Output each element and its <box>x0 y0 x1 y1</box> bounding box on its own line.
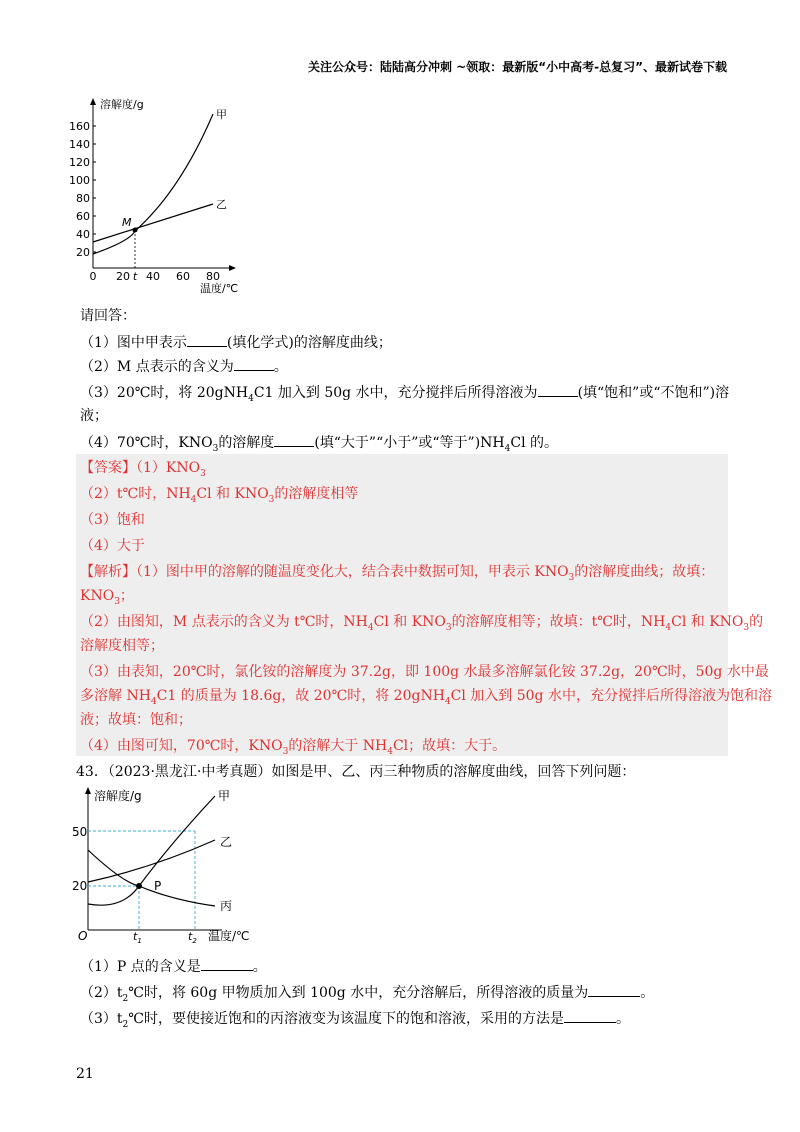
point-p <box>136 883 142 889</box>
answer-blank[interactable] <box>564 1008 616 1023</box>
y-tick: 40 <box>76 228 90 241</box>
y-axis-arrow <box>90 98 96 105</box>
answer-2: （2）t℃时，$NH_4Cl$ 和 $KNO_3$的溶解度相等 <box>80 486 359 505</box>
q43-item-1: （1）P 点的含义是 。 <box>80 956 267 977</box>
explanation-3: （3）由表知，20℃时，氯化铵的溶解度为 37.2g，即 100g 水最多溶解氯化铵 37.2g，20℃时，50g 水中最 <box>80 664 769 680</box>
series-yi-label: 乙 <box>220 835 233 849</box>
solubility-chart-2 <box>72 782 272 946</box>
explanation-3-end: 液；故填：饱和； <box>80 712 192 728</box>
solubility-chart-1 <box>60 96 260 296</box>
page-number: 21 <box>76 1066 94 1082</box>
answer-blank[interactable] <box>588 982 640 997</box>
q43-title: 43．（2023·黑龙江·中考真题）如图是甲、乙、丙三种物质的溶解度曲线，回答下列问题： <box>76 764 636 780</box>
answer-3: （3）饱和 <box>80 512 145 528</box>
q42-prompt: 请回答： <box>80 308 136 324</box>
explanation-4: （4）由图可知，70℃时，$KNO_3$的溶解大于 $NH_4Cl$；故填：大于。 <box>80 738 507 757</box>
x-tick: 80 <box>206 270 220 283</box>
explanation-1-cont: $KNO_3$； <box>80 588 134 607</box>
origin-label: O <box>78 929 88 943</box>
y-tick: 60 <box>76 210 90 223</box>
q42-item-2: （2）M 点表示的含义为 。 <box>80 356 288 377</box>
y-tick-50: 50 <box>72 825 88 839</box>
y-tick: 120 <box>69 156 90 169</box>
q42-item-1: （1）图中甲表示 (填化学式)的溶解度曲线； <box>80 332 392 353</box>
series-yi-curve <box>88 840 215 882</box>
q43-item-3: $(3)t_2℃$时，要使接近饱和的丙溶液变为该温度下的饱和溶液，采用的方法是 。 <box>80 1008 630 1029</box>
explanation-1: 【解析】（1）图中甲的溶解的随温度变化大，结合表中数据可知，甲表示 $KNO_3$的溶解度曲线；故填： <box>80 564 715 583</box>
x-axis-arrow <box>229 265 236 271</box>
answer-blank[interactable] <box>538 382 578 397</box>
x-tick: 20 <box>116 270 130 283</box>
x-tick: 0 <box>89 270 97 283</box>
chart2-xlabel: 温度/℃ <box>208 929 250 943</box>
series-jia-label: 甲 <box>218 789 231 803</box>
x-tick-t1: $t_1$ <box>133 930 142 945</box>
x-tick-t2: $t_2$ <box>188 930 197 945</box>
q42-item-3-cont: 液； <box>80 408 108 424</box>
point-m <box>133 228 138 233</box>
answer-1: 【答案】$(1)KNO_3$ <box>80 460 206 479</box>
y-axis-arrow <box>85 787 91 794</box>
explanation-2: （2）由图知，M 点表示的含义为 t℃时，$NH_4Cl$ 和 $KNO_3$的溶解度相等；故填：t℃时，$NH_4Cl$ 和 $KNO_3$的 <box>80 614 764 633</box>
q42-item-3: （3）20℃时，将 20gNH$_4$C1 加入到 50g 水中，充分搅拌后所得溶液为 (填“饱和”或“不饱和”)溶 <box>80 382 729 403</box>
answer-blank[interactable] <box>201 956 253 971</box>
explanation-3-cont: 多溶解 $NH_4C1$ 的质量为 18.6g，故 20℃时，将 20gNH$_4$Cl 加入到 50g 水中，充分搅拌后所得溶液为饱和溶 <box>80 688 772 707</box>
x-tick: 60 <box>176 270 190 283</box>
q42-item-4: （4）70℃时，$KNO_3$的溶解度 (填“大于”“小于”或“等于$”)NH_4Cl$ 的。 <box>80 432 558 453</box>
y-tick-20: 20 <box>72 879 88 893</box>
y-tick: 140 <box>69 138 90 151</box>
answer-blank[interactable] <box>234 356 274 371</box>
point-p-label: P <box>154 879 162 893</box>
point-m-label: M <box>122 216 132 229</box>
series-bing-label: 丙 <box>220 899 233 913</box>
series-jia-curve <box>93 114 213 254</box>
y-tick: 100 <box>69 174 90 187</box>
page-header: 关注公众号：陆陆高分冲刺 ~领取：最新版“小中高考-总复习”、最新试卷下载 <box>308 60 727 74</box>
series-jia-label: 甲 <box>216 108 227 121</box>
x-tick-t: t <box>132 270 138 283</box>
y-tick: 80 <box>76 192 90 205</box>
q43-item-2: $(2)t_2℃$时，将 60g 甲物质加入到 100g 水中，充分溶解后，所得溶液的质量为 。 <box>80 982 654 1003</box>
answer-4: （4）大于 <box>80 538 145 554</box>
answer-blank[interactable] <box>274 432 314 447</box>
answer-blank[interactable] <box>187 332 227 347</box>
series-yi-line <box>93 204 213 242</box>
y-tick: 160 <box>69 120 90 133</box>
y-tick: 20 <box>76 246 90 259</box>
chart1-xlabel: 温度/℃ <box>200 282 239 295</box>
explanation-2-cont: 溶解度相等； <box>80 638 164 654</box>
chart1-ylabel: 溶解度/g <box>100 98 144 111</box>
series-jia-curve <box>88 796 215 905</box>
x-tick: 40 <box>146 270 160 283</box>
chart2-ylabel: 溶解度/g <box>94 789 142 803</box>
series-yi-label: 乙 <box>216 198 227 211</box>
